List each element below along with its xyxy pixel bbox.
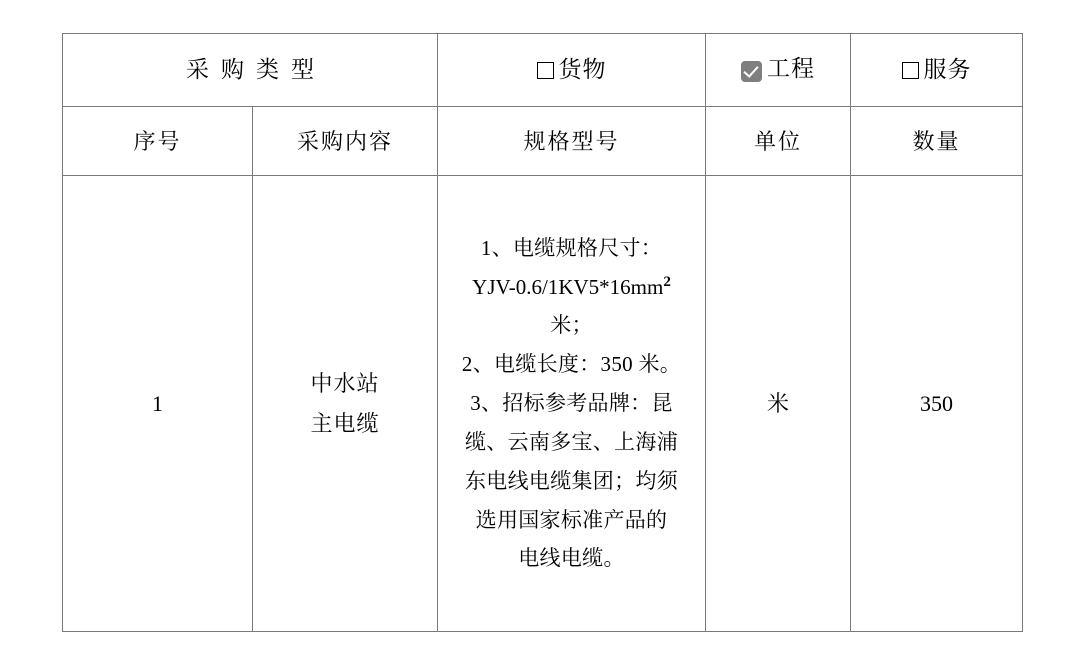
- header-spec: 规格型号: [438, 107, 706, 176]
- row-content: [253, 176, 438, 632]
- row-quantity: 350: [851, 176, 1023, 632]
- option-engineering[interactable]: [741, 52, 815, 87]
- spec-line-7: 东电线电缆集团；均须: [465, 468, 678, 493]
- purchase-type-option-goods[interactable]: [438, 34, 706, 107]
- table-header-row: [63, 107, 1023, 176]
- option-goods[interactable]: [537, 53, 607, 88]
- row-index: 1: [63, 176, 253, 632]
- row-unit: 米: [706, 176, 851, 632]
- purchase-type-row: [63, 34, 1023, 107]
- row-spec: [438, 176, 706, 632]
- header-quantity: 数量: [851, 107, 1023, 176]
- spec-line-6: 缆、云南多宝、上海浦: [465, 429, 678, 454]
- purchase-type-option-service[interactable]: [851, 34, 1023, 107]
- spec-line-1: 1、电缆规格尺寸：: [480, 235, 663, 260]
- purchase-type-option-engineering[interactable]: [706, 34, 851, 107]
- checkbox-checked-icon[interactable]: [741, 61, 762, 82]
- row-content-line-1: 中水站: [310, 370, 380, 396]
- table-row: [63, 176, 1023, 632]
- header-unit: 单位: [706, 107, 851, 176]
- spec-line-9: 电线电缆。: [518, 546, 625, 571]
- purchase-type-label: 采购类型: [186, 56, 326, 82]
- option-engineering-label: 工程: [767, 55, 815, 81]
- spec-superscript: 2: [663, 273, 671, 290]
- purchase-type-label-cell: [63, 34, 438, 107]
- checkbox-unchecked-icon[interactable]: [537, 62, 554, 79]
- row-content-line-2: 主电缆: [310, 410, 380, 436]
- checkbox-unchecked-icon[interactable]: [902, 62, 919, 79]
- spec-line-5: 3、招标参考品牌：昆: [470, 391, 673, 416]
- spec-line-4: 2、电缆长度：350 米。: [461, 352, 682, 377]
- spec-line-2: [438, 268, 705, 307]
- header-index: 序号: [63, 107, 253, 176]
- spec-line-3: 米；: [550, 313, 593, 338]
- procurement-table: [62, 33, 1023, 632]
- spec-line-8: 选用国家标准产品的: [475, 507, 668, 532]
- spec-line-2-text: YJV-0.6/1KV5*16mm: [472, 274, 664, 299]
- option-goods-label: 货物: [558, 56, 607, 82]
- option-service-label: 服务: [923, 56, 972, 82]
- option-service[interactable]: [902, 53, 972, 88]
- header-content: 采购内容: [253, 107, 438, 176]
